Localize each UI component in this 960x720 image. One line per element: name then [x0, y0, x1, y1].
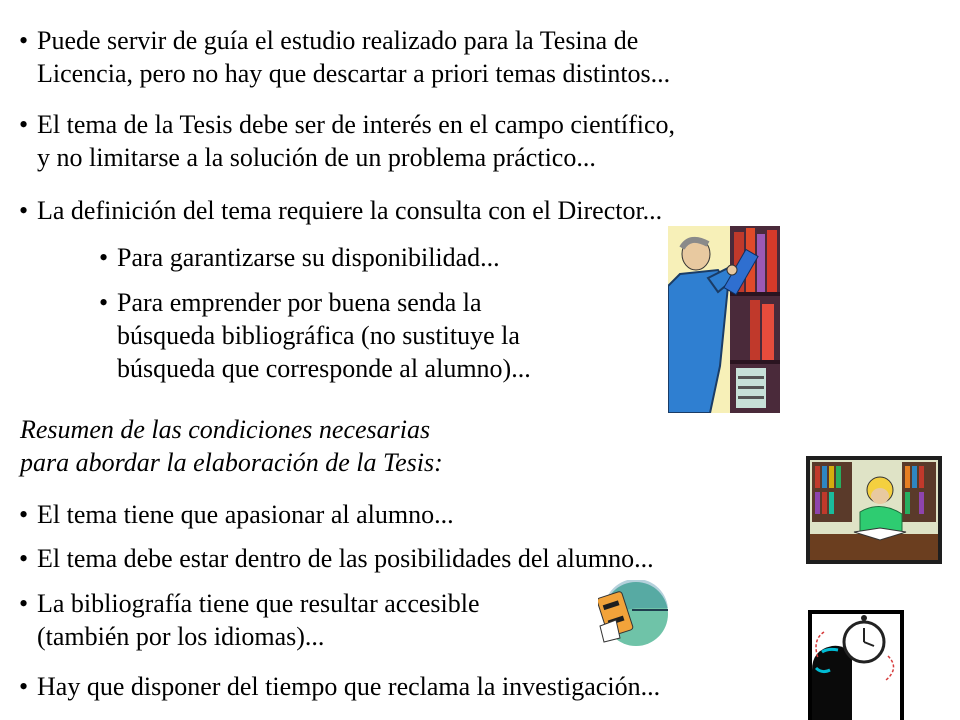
bullet-dot: • — [19, 500, 29, 529]
bullet-line: La definición del tema requiere la consulta con el Director... — [37, 196, 663, 225]
bullet-dot: • — [19, 26, 29, 55]
bullet-dot: • — [19, 589, 29, 618]
bullet-line: búsqueda bibliográfica (no sustituye la — [117, 321, 520, 350]
reader-image — [806, 456, 942, 564]
sub-bullet-bibliography — [99, 286, 531, 385]
bullet-line: El tema de la Tesis debe ser de interés en el campo científico, — [37, 110, 676, 139]
condition-possibilities — [19, 542, 654, 575]
summary-heading-line: para abordar la elaboración de la Tesis: — [20, 448, 443, 477]
sub-bullet-availability — [99, 241, 500, 274]
bullet-line: búsqueda que corresponde al alumno)... — [117, 354, 531, 383]
bullet-dot: • — [19, 196, 29, 225]
bullet-guide — [19, 24, 671, 90]
bullet-dot: • — [99, 243, 109, 272]
bullet-dot: • — [19, 672, 29, 701]
condition-passion — [19, 498, 454, 531]
bullet-topic-interest — [19, 108, 676, 174]
summary-heading-line: Resumen de las condiciones necesarias — [20, 415, 431, 444]
bullet-dot: • — [19, 544, 29, 573]
summary-heading — [20, 413, 443, 479]
clock-image — [808, 610, 904, 720]
bullet-line: (también por los idiomas)... — [37, 622, 325, 651]
bullet-line: La bibliografía tiene que resultar accesible — [37, 589, 480, 618]
bullet-dot: • — [19, 110, 29, 139]
bullet-dot: • — [99, 288, 109, 317]
bullet-topic-definition — [19, 194, 663, 227]
bullet-line: Hay que disponer del tiempo que reclama la investigación... — [37, 672, 661, 701]
bullet-line: Para emprender por buena senda la — [117, 288, 482, 317]
bullet-line: Licencia, pero no hay que descartar a priori temas distintos... — [37, 59, 671, 88]
bullet-line: El tema debe estar dentro de las posibilidades del alumno... — [37, 544, 654, 573]
dictionary-image — [598, 580, 670, 648]
librarian-image — [668, 226, 780, 413]
bullet-line: Puede servir de guía el estudio realizado para la Tesina de — [37, 26, 639, 55]
bullet-line: y no limitarse a la solución de un problema práctico... — [37, 143, 596, 172]
condition-bibliography — [19, 587, 480, 653]
bullet-line: Para garantizarse su disponibilidad... — [117, 243, 500, 272]
condition-time — [19, 670, 661, 703]
bullet-line: El tema tiene que apasionar al alumno... — [37, 500, 454, 529]
